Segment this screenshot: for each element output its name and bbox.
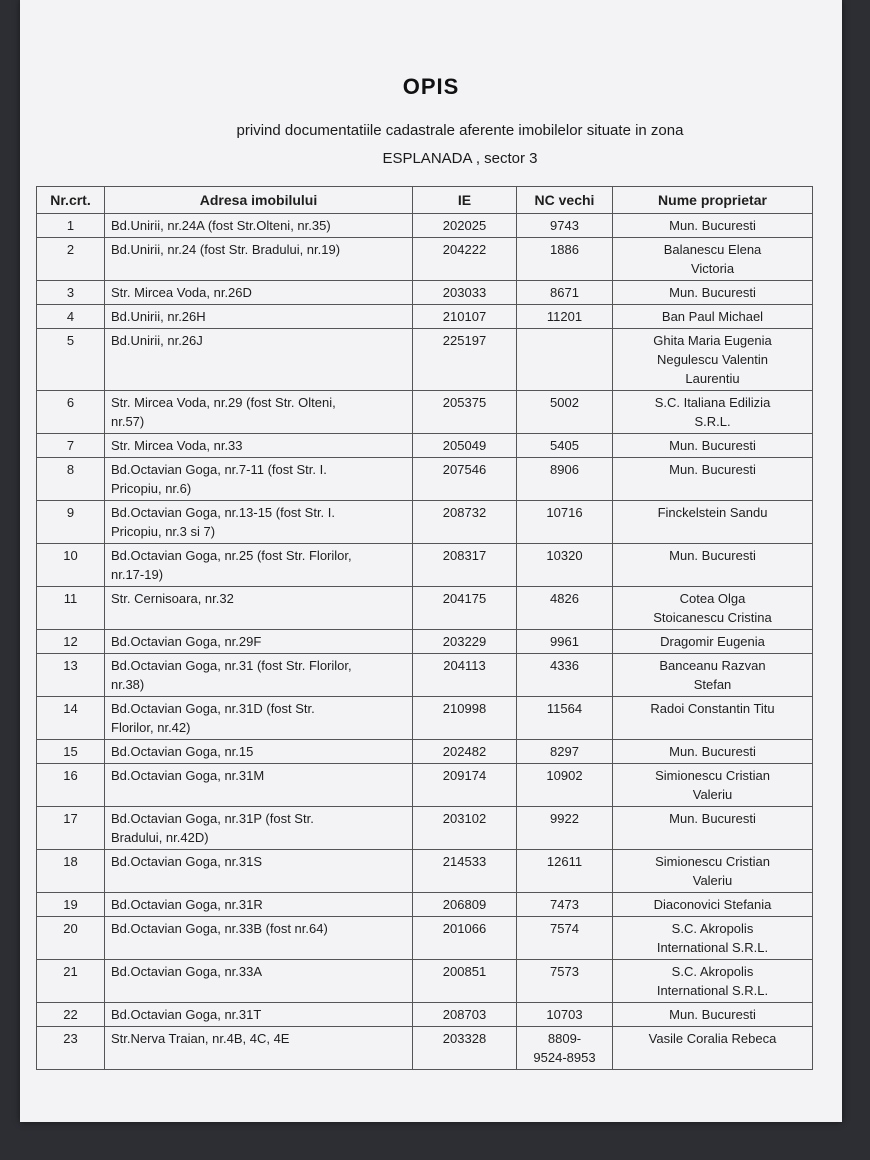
cell-ie: 208732 — [413, 501, 517, 544]
cell-adresa — [105, 697, 413, 740]
table-row — [37, 807, 813, 850]
table-row — [37, 458, 813, 501]
cell-nume-proprietar — [613, 305, 813, 329]
cell-ie: 201066 — [413, 917, 517, 960]
address-line: Bd.Octavian Goga, nr.31 (fost Str. Florilor, — [111, 658, 352, 673]
cell-nr-crt: 4 — [37, 305, 105, 329]
owner-line: Laurentiu — [685, 371, 740, 386]
table-row — [37, 850, 813, 893]
owner-line: Balanescu Elena — [663, 242, 762, 257]
cell-nc-vechi — [517, 850, 613, 893]
cell-nc-vechi — [517, 1027, 613, 1070]
cell-nume-proprietar — [613, 697, 813, 740]
nc-line: 8297 — [550, 744, 579, 759]
table-row — [37, 917, 813, 960]
cell-nr-crt: 8 — [37, 458, 105, 501]
cell-nr-crt: 6 — [37, 391, 105, 434]
nc-line: 9743 — [550, 218, 579, 233]
cell-nr-crt: 7 — [37, 434, 105, 458]
cell-nc-vechi — [517, 544, 613, 587]
cell-ie: 206809 — [413, 893, 517, 917]
cell-nc-vechi — [517, 214, 613, 238]
nc-line: 10716 — [546, 505, 583, 520]
owner-line: Radoi Constantin Titu — [650, 701, 775, 716]
cell-adresa — [105, 740, 413, 764]
table-row — [37, 305, 813, 329]
cell-nc-vechi — [517, 917, 613, 960]
address-line: Pricopiu, nr.6) — [111, 481, 192, 496]
table-row — [37, 697, 813, 740]
cell-nume-proprietar — [613, 960, 813, 1003]
table-row — [37, 391, 813, 434]
cell-adresa — [105, 305, 413, 329]
cell-ie: 203102 — [413, 807, 517, 850]
cell-nr-crt: 14 — [37, 697, 105, 740]
cell-nume-proprietar — [613, 850, 813, 893]
owner-line: Mun. Bucuresti — [669, 548, 756, 563]
owner-line: Negulescu Valentin — [656, 352, 769, 367]
cell-ie: 205049 — [413, 434, 517, 458]
address-line: Florilor, nr.42) — [111, 720, 191, 735]
cell-ie: 207546 — [413, 458, 517, 501]
table-row — [37, 960, 813, 1003]
owner-line: Stoicanescu Cristina — [653, 610, 772, 625]
address-line: Bd.Octavian Goga, nr.31T — [111, 1007, 262, 1022]
table-row — [37, 281, 813, 305]
nc-line: 5405 — [550, 438, 579, 453]
cell-nc-vechi — [517, 764, 613, 807]
cell-nc-vechi — [517, 238, 613, 281]
cell-nr-crt: 2 — [37, 238, 105, 281]
owner-line: International S.R.L. — [656, 983, 769, 998]
cell-nc-vechi — [517, 1003, 613, 1027]
address-line: Bd.Octavian Goga, nr.33A — [111, 964, 263, 979]
owner-line: Ban Paul Michael — [661, 309, 764, 324]
address-line: nr.57) — [111, 414, 145, 429]
header-adresa-imobilului: Adresa imobilului — [105, 187, 413, 214]
cell-nc-vechi — [517, 501, 613, 544]
cell-nr-crt: 12 — [37, 630, 105, 654]
cell-nr-crt: 11 — [37, 587, 105, 630]
table-header-row — [37, 187, 813, 214]
cell-adresa — [105, 1003, 413, 1027]
address-line: Bd.Unirii, nr.24A (fost Str.Olteni, nr.35) — [111, 218, 331, 233]
cell-nr-crt: 18 — [37, 850, 105, 893]
cell-nr-crt: 3 — [37, 281, 105, 305]
address-line: Pricopiu, nr.3 si 7) — [111, 524, 216, 539]
address-line: nr.17-19) — [111, 567, 164, 582]
cell-nr-crt: 1 — [37, 214, 105, 238]
owner-line: Mun. Bucuresti — [669, 744, 756, 759]
address-line: Bd.Octavian Goga, nr.31S — [111, 854, 263, 869]
owner-line: Mun. Bucuresti — [669, 1007, 756, 1022]
document-subtitle-line1: privind documentatiile cadastrale aferente imobilelor situate in zona — [236, 122, 684, 139]
address-line: Bd.Octavian Goga, nr.29F — [111, 634, 262, 649]
nc-line: 10902 — [546, 768, 583, 783]
cell-adresa — [105, 238, 413, 281]
cell-adresa — [105, 893, 413, 917]
table-row — [37, 238, 813, 281]
cell-ie: 202482 — [413, 740, 517, 764]
cell-nc-vechi — [517, 697, 613, 740]
table-row — [37, 544, 813, 587]
cell-ie: 204175 — [413, 587, 517, 630]
owner-line: Simionescu Cristian — [655, 768, 770, 783]
owner-line: Diaconovici Stefania — [653, 897, 772, 912]
cell-nume-proprietar — [613, 238, 813, 281]
cell-nr-crt: 19 — [37, 893, 105, 917]
cell-nr-crt: 10 — [37, 544, 105, 587]
cell-nc-vechi — [517, 893, 613, 917]
cell-adresa — [105, 807, 413, 850]
cell-nr-crt: 20 — [37, 917, 105, 960]
owner-line: Victoria — [690, 261, 735, 276]
cell-ie: 225197 — [413, 329, 517, 391]
owner-line: Mun. Bucuresti — [669, 438, 756, 453]
cell-nume-proprietar — [613, 391, 813, 434]
owner-line: Mun. Bucuresti — [669, 811, 756, 826]
cell-nume-proprietar — [613, 281, 813, 305]
cell-ie: 205375 — [413, 391, 517, 434]
cell-nc-vechi — [517, 281, 613, 305]
owner-line: International S.R.L. — [656, 940, 769, 955]
cell-nc-vechi — [517, 807, 613, 850]
cell-adresa — [105, 960, 413, 1003]
table-row — [37, 214, 813, 238]
cell-nume-proprietar — [613, 214, 813, 238]
cell-nr-crt: 21 — [37, 960, 105, 1003]
cell-nume-proprietar — [613, 1027, 813, 1070]
owner-line: Mun. Bucuresti — [669, 285, 756, 300]
owner-line: Stefan — [693, 677, 732, 692]
cell-adresa — [105, 391, 413, 434]
cell-ie: 204113 — [413, 654, 517, 697]
cell-nc-vechi — [517, 391, 613, 434]
table-row — [37, 654, 813, 697]
document-title: OPIS — [402, 74, 460, 99]
nc-line: 10320 — [546, 548, 583, 563]
owner-line: Ghita Maria Eugenia — [653, 333, 772, 348]
owner-line: S.C. Akropolis — [671, 964, 754, 979]
nc-line: 11201 — [546, 309, 583, 324]
cell-ie: 202025 — [413, 214, 517, 238]
address-line: Str. Mircea Voda, nr.29 (fost Str. Olteni, — [111, 395, 336, 410]
nc-line: 9524-8953 — [533, 1050, 596, 1065]
cell-adresa — [105, 654, 413, 697]
nc-line: 9961 — [550, 634, 579, 649]
table-row — [37, 329, 813, 391]
cell-ie: 214533 — [413, 850, 517, 893]
cell-nume-proprietar — [613, 764, 813, 807]
nc-line: 8906 — [550, 462, 579, 477]
cell-adresa — [105, 458, 413, 501]
cell-adresa — [105, 214, 413, 238]
cell-nc-vechi — [517, 740, 613, 764]
cell-nr-crt: 9 — [37, 501, 105, 544]
nc-line: 8671 — [550, 285, 579, 300]
cell-adresa — [105, 329, 413, 391]
cell-nc-vechi — [517, 587, 613, 630]
owner-line: Simionescu Cristian — [655, 854, 770, 869]
cell-nume-proprietar — [613, 458, 813, 501]
header-nc-vechi: NC vechi — [517, 187, 613, 214]
cell-nume-proprietar — [613, 630, 813, 654]
table-row — [37, 434, 813, 458]
cell-ie: 209174 — [413, 764, 517, 807]
nc-line: 9922 — [550, 811, 579, 826]
owner-line: Valeriu — [692, 787, 733, 802]
cell-nc-vechi — [517, 434, 613, 458]
cell-nc-vechi — [517, 960, 613, 1003]
address-line: Bd.Unirii, nr.26J — [111, 333, 203, 348]
nc-line: 5002 — [550, 395, 579, 410]
address-line: Bd.Octavian Goga, nr.15 — [111, 744, 254, 759]
nc-line: 8809- — [547, 1031, 582, 1046]
owner-line: Dragomir Eugenia — [660, 634, 765, 649]
owner-line: S.C. Akropolis — [671, 921, 754, 936]
owner-line: Banceanu Razvan — [659, 658, 766, 673]
table-row — [37, 587, 813, 630]
nc-line: 7574 — [550, 921, 579, 936]
cell-adresa — [105, 544, 413, 587]
cell-nume-proprietar — [613, 740, 813, 764]
table-row — [37, 893, 813, 917]
cell-adresa — [105, 850, 413, 893]
cell-adresa — [105, 434, 413, 458]
cell-ie: 208703 — [413, 1003, 517, 1027]
nc-line: 1886 — [550, 242, 579, 257]
owner-line: Mun. Bucuresti — [669, 218, 756, 233]
cell-adresa — [105, 630, 413, 654]
cell-nr-crt: 15 — [37, 740, 105, 764]
table-row — [37, 501, 813, 544]
cell-nr-crt: 13 — [37, 654, 105, 697]
address-line: Bd.Octavian Goga, nr.31P (fost Str. — [111, 811, 314, 826]
cell-nr-crt: 16 — [37, 764, 105, 807]
cell-nr-crt: 23 — [37, 1027, 105, 1070]
cell-ie: 203229 — [413, 630, 517, 654]
cell-adresa — [105, 764, 413, 807]
nc-line: 7573 — [550, 964, 579, 979]
address-line: nr.38) — [111, 677, 145, 692]
address-line: Bd.Octavian Goga, nr.31D (fost Str. — [111, 701, 315, 716]
cell-nume-proprietar — [613, 501, 813, 544]
owner-line: Mun. Bucuresti — [669, 462, 756, 477]
owner-line: S.R.L. — [694, 414, 731, 429]
table-row — [37, 1027, 813, 1070]
address-line: Bd.Octavian Goga, nr.31R — [111, 897, 263, 912]
nc-line: 10703 — [546, 1007, 583, 1022]
cell-nr-crt: 17 — [37, 807, 105, 850]
header-nume-proprietar: Nume proprietar — [613, 187, 813, 214]
cell-nume-proprietar — [613, 807, 813, 850]
nc-line: 7473 — [550, 897, 579, 912]
nc-line: 12611 — [546, 854, 583, 869]
table-row — [37, 630, 813, 654]
cell-nume-proprietar — [613, 544, 813, 587]
address-line: Str. Cernisoara, nr.32 — [111, 591, 234, 606]
cell-adresa — [105, 501, 413, 544]
address-line: Bd.Octavian Goga, nr.7-11 (fost Str. I. — [111, 462, 327, 477]
address-line: Bd.Octavian Goga, nr.13-15 (fost Str. I. — [111, 505, 336, 520]
owner-line: Cotea Olga — [679, 591, 746, 606]
address-line: Bd.Unirii, nr.24 (fost Str. Bradului, nr.19) — [111, 242, 341, 257]
cell-nr-crt: 22 — [37, 1003, 105, 1027]
nc-line: 11564 — [546, 701, 583, 716]
address-line: Bd.Unirii, nr.26H — [111, 309, 206, 324]
cell-nc-vechi — [517, 458, 613, 501]
address-line: Bd.Octavian Goga, nr.31M — [111, 768, 265, 783]
cell-ie: 204222 — [413, 238, 517, 281]
address-line: Str.Nerva Traian, nr.4B, 4C, 4E — [111, 1031, 290, 1046]
cell-nume-proprietar — [613, 587, 813, 630]
table-row — [37, 1003, 813, 1027]
address-line: Bradului, nr.42D) — [111, 830, 209, 845]
cell-nume-proprietar — [613, 329, 813, 391]
cell-ie: 210998 — [413, 697, 517, 740]
address-line: Str. Mircea Voda, nr.33 — [111, 438, 243, 453]
header-nr-crt: Nr.crt. — [37, 187, 105, 214]
cell-ie: 208317 — [413, 544, 517, 587]
nc-line: 4336 — [550, 658, 579, 673]
cell-adresa — [105, 587, 413, 630]
cell-nume-proprietar — [613, 1003, 813, 1027]
cell-ie: 203328 — [413, 1027, 517, 1070]
cell-nume-proprietar — [613, 654, 813, 697]
cell-adresa — [105, 917, 413, 960]
cell-ie: 210107 — [413, 305, 517, 329]
nc-line: 4826 — [550, 591, 579, 606]
address-line: Bd.Octavian Goga, nr.33B (fost nr.64) — [111, 921, 328, 936]
cell-adresa — [105, 1027, 413, 1070]
cell-nc-vechi — [517, 654, 613, 697]
owner-line: S.C. Italiana Edilizia — [654, 395, 771, 410]
cell-nc-vechi — [517, 305, 613, 329]
owner-line: Valeriu — [692, 873, 733, 888]
cell-adresa — [105, 281, 413, 305]
cell-nume-proprietar — [613, 893, 813, 917]
header-ie: IE — [413, 187, 517, 214]
cell-nr-crt: 5 — [37, 329, 105, 391]
cell-nume-proprietar — [613, 434, 813, 458]
address-line: Bd.Octavian Goga, nr.25 (fost Str. Florilor, — [111, 548, 352, 563]
address-line: Str. Mircea Voda, nr.26D — [111, 285, 252, 300]
table-row — [37, 740, 813, 764]
document-subtitle-line2: ESPLANADA , sector 3 — [382, 150, 538, 167]
owner-line: Finckelstein Sandu — [657, 505, 768, 520]
opis-table — [36, 186, 813, 1070]
cell-ie: 200851 — [413, 960, 517, 1003]
cell-nume-proprietar — [613, 917, 813, 960]
cell-nc-vechi — [517, 329, 613, 391]
cell-nc-vechi — [517, 630, 613, 654]
owner-line: Vasile Coralia Rebeca — [648, 1031, 777, 1046]
cell-ie: 203033 — [413, 281, 517, 305]
table-row — [37, 764, 813, 807]
